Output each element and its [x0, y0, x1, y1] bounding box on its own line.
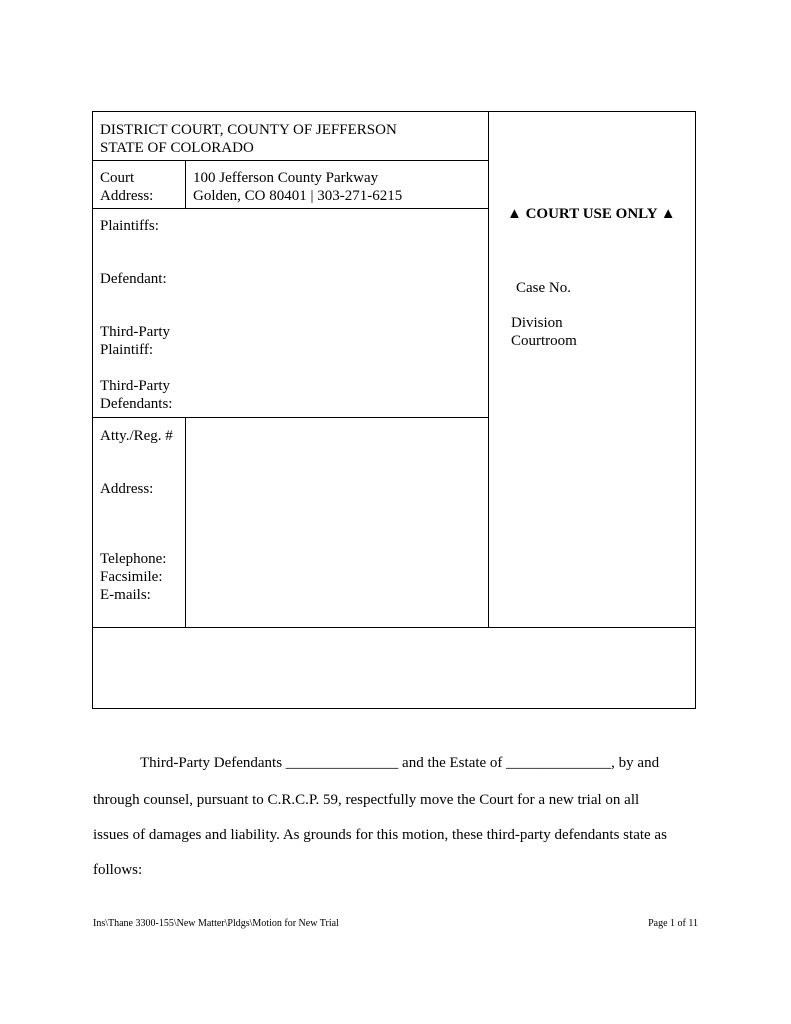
- caption-column-divider: [488, 112, 489, 627]
- atty-reg-label: Atty./Reg. #: [100, 428, 173, 444]
- case-caption-box: [92, 111, 696, 709]
- division-label: Division: [511, 315, 563, 331]
- third-party-plaintiff-line2: Plaintiff:: [100, 342, 154, 358]
- plaintiffs-label: Plaintiffs:: [100, 218, 159, 234]
- defendant-label: Defendant:: [100, 271, 167, 287]
- address-divider: [93, 208, 488, 209]
- attorney-label-divider: [185, 417, 186, 627]
- parties-divider: [93, 417, 488, 418]
- court-address-line1: 100 Jefferson County Parkway: [193, 170, 379, 186]
- address-label-divider: [185, 160, 186, 208]
- attorney-contact-labels: [100, 550, 166, 604]
- third-party-defendants-line2: Defendants:: [100, 396, 173, 412]
- courtroom-label: Courtroom: [511, 333, 577, 349]
- third-party-plaintiff-line1: Third-Party: [100, 324, 170, 340]
- court-name-divider: [93, 160, 488, 161]
- facsimile-label: Facsimile:: [100, 569, 163, 585]
- division-courtroom-labels: [511, 314, 577, 350]
- telephone-label: Telephone:: [100, 551, 167, 567]
- third-party-defendants-label: [100, 377, 172, 413]
- motion-body-line1: Third-Party Defendants _______________ and the Estate of ______________, by and: [140, 755, 660, 771]
- motion-body-line4: follows:: [93, 862, 143, 878]
- court-use-only: ▲ COURT USE ONLY ▲: [507, 206, 676, 222]
- footer-page-number: Page 1 of 11: [648, 918, 698, 929]
- court-address-label-line2: Address:: [100, 188, 154, 204]
- third-party-plaintiff-label: [100, 323, 170, 359]
- third-party-defendants-line1: Third-Party: [100, 378, 170, 394]
- emails-label: E-mails:: [100, 587, 151, 603]
- court-address-label-line1: Court: [100, 170, 135, 186]
- case-number-label: Case No.: [516, 280, 571, 296]
- motion-body-line2: through counsel, pursuant to C.R.C.P. 59, respectfully move the Court for a new trial on all: [93, 792, 640, 808]
- court-name-line1: DISTRICT COURT, COUNTY OF JEFFERSON: [100, 122, 397, 138]
- attorney-address-label: Address:: [100, 481, 154, 497]
- caption-title-divider: [93, 627, 695, 628]
- motion-body-line3: issues of damages and liability. As grounds for this motion, these third-party defendants state as: [93, 827, 667, 843]
- court-address-line2: Golden, CO 80401 | 303-271-6215: [193, 188, 403, 204]
- court-address: [193, 169, 402, 205]
- court-name-line2: STATE OF COLORADO: [100, 140, 254, 156]
- footer-file-path: Ins\Thane 3300-155\New Matter\Pldgs\Motion for New Trial: [93, 918, 339, 929]
- court-name: [100, 121, 397, 157]
- court-address-label: [100, 169, 153, 205]
